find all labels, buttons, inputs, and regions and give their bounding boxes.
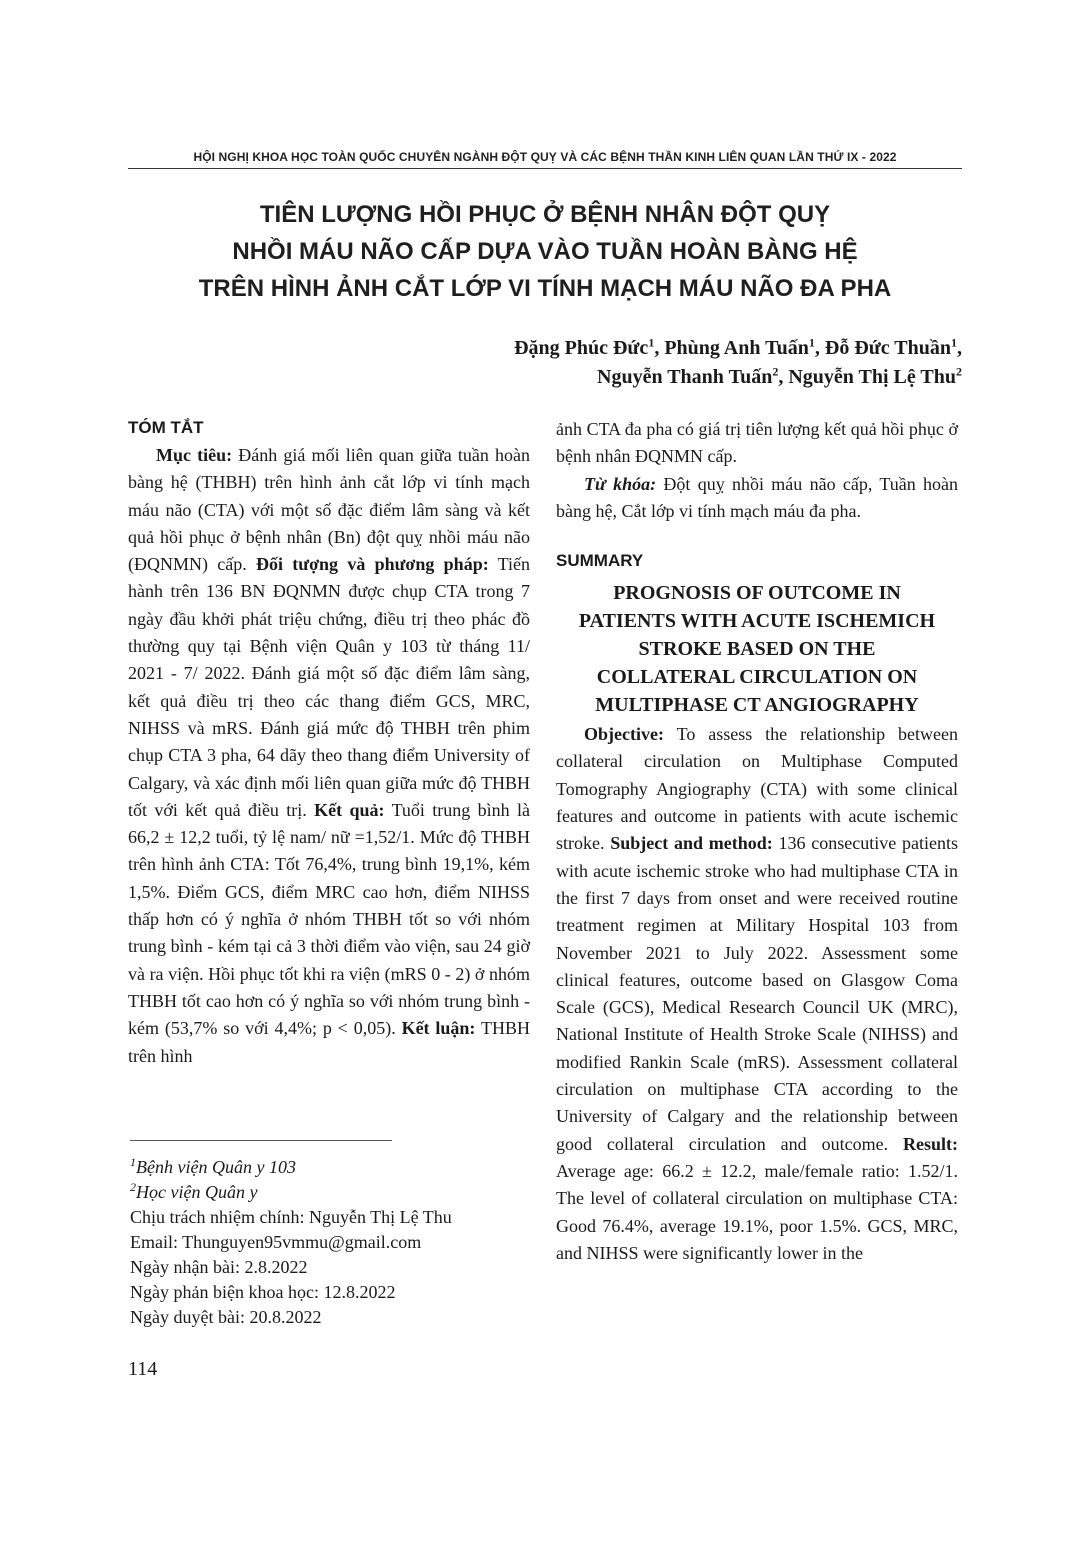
- affiliation-mark: 1: [808, 335, 815, 350]
- footnote-divider: [130, 1140, 392, 1141]
- english-title-line: MULTIPHASE CT ANGIOGRAPHY: [595, 694, 919, 717]
- summary-heading: SUMMARY: [556, 551, 644, 571]
- affiliation-2: [130, 1180, 530, 1205]
- title-line-2: NHỒI MÁU NÃO CẤP DỰA VÀO TUẦN HOÀN BÀNG HỆ: [232, 238, 858, 265]
- affiliation-mark: 1: [951, 335, 957, 350]
- english-title-line: STROKE BASED ON THE: [638, 638, 876, 661]
- author-separator: ,: [778, 366, 789, 388]
- author-separator: ,: [654, 337, 665, 359]
- conference-header: HỘI NGHỊ KHOA HỌC TOÀN QUỐC CHUYÊN NGÀNH ĐỘT QUỴ VÀ CÁC BỆNH THẦN KINH LIÊN QUAN LẦN THỨ IX - 2022: [193, 150, 897, 164]
- paper-title: [128, 196, 962, 307]
- objective-label: Mục tiêu:: [156, 445, 233, 465]
- conclusion-continuation: ảnh CTA đa pha có giá trị tiên lượng kết quả hồi phục ở bệnh nhân ĐQNMN cấp.: [556, 419, 958, 467]
- author-list: [514, 334, 962, 392]
- abstract-en-paragraph: [556, 721, 958, 1267]
- author-separator: ,: [814, 337, 825, 359]
- author-line-1: [514, 334, 962, 363]
- abstract-vi-paragraph: [128, 442, 530, 1070]
- affiliation-1: [130, 1155, 530, 1180]
- affiliation-name: Học viện Quân y: [136, 1182, 258, 1202]
- author-name: Nguyễn Thị Lệ Thu: [788, 366, 956, 388]
- result-text-en: Average age: 66.2 ± 12.2, male/female ratio: 1.52/1. The level of collateral circulation on multiphase CTA: Good 76.4%, average 19.1%, poor 1.5%. GCS, MRC, and NIHSS were significantly lower in the: [556, 1160, 958, 1263]
- author-name: Đặng Phúc Đức: [514, 337, 649, 359]
- result-text: Tuổi trung bình là 66,2 ± 12,2 tuổi, tỷ lệ nam/ nữ =1,52/1. Mức độ THBH trên hình ảnh CTA: Tốt 76,4%, trung bình 19,1%, kém 1,5%. Điểm GCS, điểm MRC cao hơn, điểm NIHSS thấp hơn có ý nghĩa ở nhóm THBH tốt so với nhóm trung bình - kém tại cả 3 thời điểm vào viện, sau 24 giờ và ra viện. Hồi phục tốt khi ra viện (mRS 0 - 2) ở nhóm THBH tốt cao hơn có ý nghĩa so với nhóm trung bình - kém (53,7% so với 4,4%; p < 0,05).: [128, 799, 530, 1039]
- reviewed-date: Ngày phản biện khoa học: 12.8.2022: [130, 1282, 396, 1302]
- conclusion-label: Kết luận:: [401, 1018, 476, 1039]
- method-text-en: 136 consecutive patients with acute ischemic stroke who had multiphase CTA in the first 7 days from onset and were received routine treatment regimen at Military Hospital 103 from November 2021 to July 2022. Assessment some clinical features, outcome based on Glasgow Coma Scale (GCS), Medical Research Council UK (MRC), National Institute of Health Stroke Scale (NIHSS) and modified Rankin Scale (mRS). Assessment collateral circulation on multiphase CTA according to the University of Calgary and the relationship between good collateral circulation and outcome.: [556, 833, 958, 1154]
- affiliation-name: Bệnh viện Quân y 103: [136, 1157, 296, 1177]
- english-title-line: COLLATERAL CIRCULATION ON: [596, 666, 918, 689]
- abstract-vi-heading: TÓM TẮT: [128, 418, 204, 437]
- method-label: Đối tượng và phương pháp:: [256, 554, 489, 575]
- keywords-label: Từ khóa:: [584, 473, 657, 494]
- affiliation-mark: 1: [648, 335, 655, 350]
- affiliation-mark: 2: [130, 1180, 136, 1194]
- corresponding-author: Chịu trách nhiệm chính: Nguyễn Thị Lệ Thu: [130, 1207, 452, 1227]
- affiliation-mark: 2: [772, 364, 779, 379]
- conclusion-text-start: THBH trên hình: [128, 1018, 530, 1066]
- english-title: [556, 579, 958, 719]
- keywords-text: Đột quỵ nhồi máu não cấp, Tuần hoàn bàng hệ, Cắt lớp vi tính mạch máu đa pha.: [556, 473, 958, 521]
- email-line: Email: Thunguyen95vmmu@gmail.com: [130, 1232, 422, 1252]
- author-line-2: [514, 363, 962, 392]
- author-name: Nguyễn Thanh Tuấn: [597, 366, 773, 388]
- result-label-en: Result:: [903, 1133, 958, 1154]
- accepted-date: Ngày duyệt bài: 20.8.2022: [130, 1307, 322, 1327]
- author-separator: ,: [957, 337, 962, 359]
- header-divider: [128, 168, 962, 169]
- affiliation-mark: 2: [956, 364, 962, 379]
- title-line-1: TIÊN LƯỢNG HỒI PHỤC Ở BỆNH NHÂN ĐỘT QUỴ: [259, 201, 831, 228]
- author-name: Đỗ Đức Thuần: [824, 337, 951, 359]
- page-number: 114: [128, 1358, 158, 1380]
- author-name: Phùng Anh Tuấn: [664, 337, 809, 359]
- left-column: [128, 416, 530, 1070]
- english-title-line: PROGNOSIS OF OUTCOME IN: [613, 582, 901, 605]
- title-line-3: TRÊN HÌNH ẢNH CẮT LỚP VI TÍNH MẠCH MÁU NÃO ĐA PHA: [198, 275, 892, 302]
- result-label: Kết quả:: [314, 799, 385, 820]
- keywords-paragraph: [556, 471, 958, 526]
- objective-text: Đánh giá mối liên quan giữa tuần hoàn bàng hệ (THBH) trên hình ảnh cắt lớp vi tính mạch máu não (CTA) với một số đặc điểm lâm sàng và kết quả hồi phục ở bệnh nhân (Bn) đột quỵ nhồi máu não (ĐQNMN) cấp.: [128, 445, 531, 575]
- method-label-en: Subject and method:: [610, 833, 773, 854]
- objective-text-en: To assess the relationship between collateral circulation on Multiphase Computed Tomography Angiography (CTA) with some clinical features and outcome in patients with acute ischemic stroke.: [556, 724, 958, 854]
- footnotes: [130, 1155, 530, 1330]
- method-text: Tiến hành trên 136 BN ĐQNMN được chụp CTA trong 7 ngày đầu khởi phát triệu chứng, điều trị theo phác đồ thường quy tại Bệnh viện Quân y 103 từ tháng 11/ 2021 - 7/ 2022. Đánh giá một số đặc điểm lâm sàng, kết quả điều trị theo các thang điểm GCS, MRC, NIHSS và mRS. Đánh giá mức độ THBH trên phim chụp CTA 3 pha, 64 dãy theo thang điểm University of Calgary, và xác định mối liên quan giữa mức độ THBH tốt với kết quả điều trị.: [128, 554, 531, 820]
- objective-label-en: Objective:: [584, 724, 664, 745]
- right-column: [556, 416, 958, 1267]
- affiliation-mark: 1: [130, 1155, 136, 1169]
- received-date: Ngày nhận bài: 2.8.2022: [130, 1257, 308, 1277]
- english-title-line: PATIENTS WITH ACUTE ISCHEMICH: [578, 610, 936, 633]
